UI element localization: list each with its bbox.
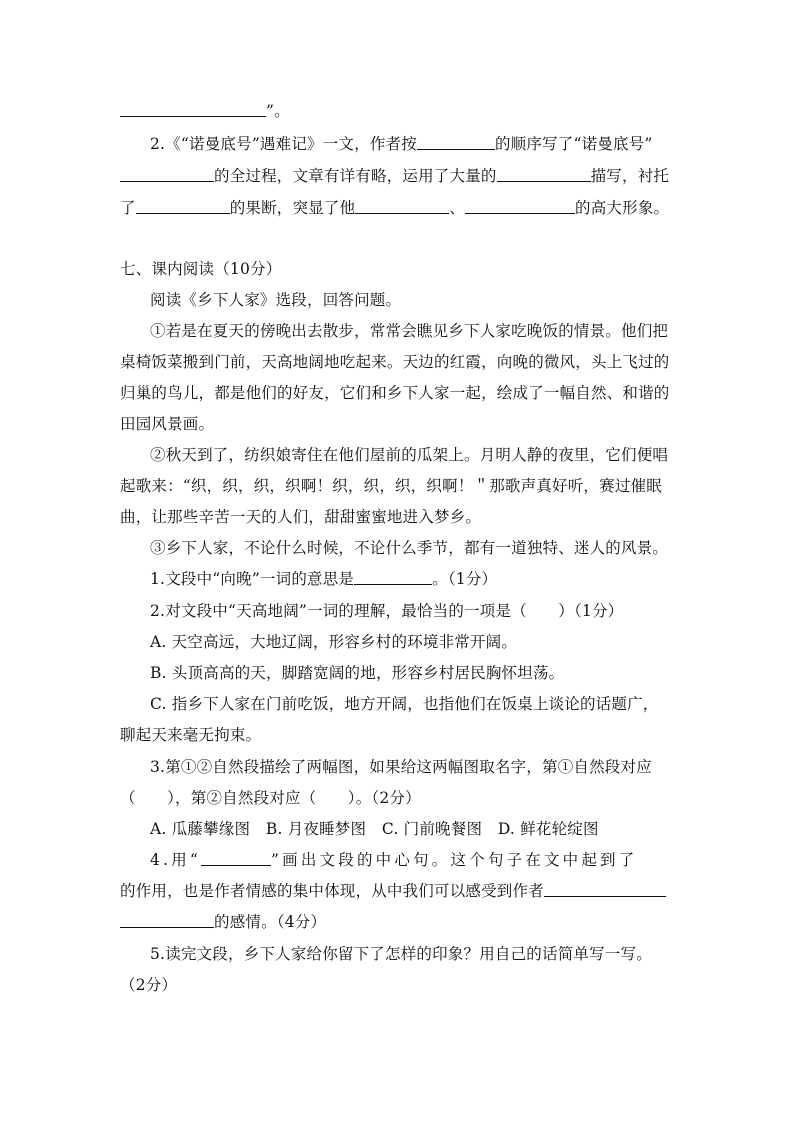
line-text: 的感情。（4分） <box>214 913 327 931</box>
question-3-options: A. 瓜藤攀缘图 B. 月夜睡梦图 C. 门前晚餐图 D. 鲜花轮绽图 <box>150 820 599 838</box>
option-c: C. 指乡下人家在门前吃饭，地方开阔，也指他们在饭桌上谈论的话题广， <box>150 695 659 713</box>
question-4-cont <box>120 880 666 902</box>
option-c-cont: 聊起天来毫无拘束。 <box>120 726 262 744</box>
passage-line: ③乡下人家，不论什么时候，不论什么季节，都有一道独特、迷人的风景。 <box>150 539 669 557</box>
question-2: 2.对文段中“天高地阔”一词的理解，最恰当的一项是（ ）（1分） <box>150 602 624 620</box>
line-text: ”。 <box>266 102 290 120</box>
passage-line: ②秋天到了，纺织娘寄住在他们屋前的瓜架上。月明人静的夜里，它们便唱 <box>150 446 669 464</box>
line-text: 的作用，也是作者情感的集中体现，从中我们可以感受到作者 <box>120 882 544 900</box>
question-2-prev-line-1 <box>150 133 653 155</box>
question-3-cont: （ ），第②自然段对应（ ）。（2分） <box>120 789 421 807</box>
line-text: 了 <box>120 199 136 217</box>
answer-blank[interactable] <box>465 198 575 214</box>
answer-blank[interactable] <box>136 198 230 214</box>
line-text: 4.用“ <box>150 851 202 869</box>
prev-answer-line <box>120 100 290 122</box>
question-5: 5.读完文段，乡下人家给你留下了怎样的印象？用自己的话简单写一写。 <box>150 945 652 963</box>
line-text: 1.文段中“向晚”一词的意思是 <box>150 570 355 588</box>
passage-line: 归巢的鸟儿，都是他们的好友，它们和乡下人家一起，绘成了一幅自然、和谐的 <box>120 384 670 402</box>
passage-line: 起歌来：“织，织，织，织啊！织，织，织，织啊！＂那歌声真好听，赛过催眠 <box>120 477 662 495</box>
answer-blank[interactable] <box>120 101 266 117</box>
option-a: A. 天空高远，大地辽阔，形容乡村的环境非常开阔。 <box>150 633 518 651</box>
question-2-prev-line-3 <box>120 197 669 219</box>
question-4 <box>150 849 637 871</box>
passage-line: 桌椅饭菜搬到门前，天高地阔地吃起来。天边的红霞，向晚的微风，头上飞过的 <box>120 353 670 371</box>
option-b: B. 头顶高高的天，脚踏宽阔的地，形容乡村居民胸怀坦荡。 <box>150 664 565 682</box>
line-text: 。（1分） <box>432 570 498 588</box>
answer-blank[interactable] <box>497 166 591 182</box>
line-text: 、 <box>449 199 466 217</box>
line-text: 的果断，突显了他 <box>229 199 356 217</box>
line-text: 的顺序写了“诺曼底号” <box>494 135 653 153</box>
answer-blank[interactable] <box>120 166 214 182</box>
passage-line: 田园风景画。 <box>120 415 215 433</box>
line-text: 描写，衬托 <box>590 167 670 185</box>
line-text: ”画出文段的中心句。这个句子在文中起到了 <box>271 851 638 869</box>
question-3: 3.第①②自然段描绘了两幅图，如果给这两幅图取名字，第①自然段对应 <box>150 758 652 776</box>
answer-blank[interactable] <box>201 850 271 866</box>
reading-intro: 阅读《乡下人家》选段，回答问题。 <box>150 291 402 309</box>
line-text: 的全过程，文章有详有略，运用了大量的 <box>214 167 497 185</box>
answer-blank[interactable] <box>120 912 214 928</box>
answer-blank[interactable] <box>354 569 432 585</box>
line-text: 2.《“诺曼底号”遇难记》一文，作者按 <box>150 135 417 153</box>
answer-blank[interactable] <box>417 134 495 150</box>
question-1 <box>150 568 497 590</box>
question-4-cont-2 <box>120 911 326 933</box>
answer-blank[interactable] <box>544 881 666 897</box>
question-5-cont: （2分） <box>120 976 178 994</box>
answer-blank[interactable] <box>355 198 449 214</box>
line-text: 的高大形象。 <box>575 199 670 217</box>
passage-line: ①若是在夏天的傍晚出去散步，常常会瞧见乡下人家吃晚饭的情景。他们把 <box>150 322 669 340</box>
question-2-prev-line-2 <box>120 165 669 187</box>
passage-line: 曲，让那些辛苦一天的人们，甜甜蜜蜜地进入梦乡。 <box>120 508 482 526</box>
section-7-heading: 七、课内阅读（10分） <box>120 260 282 278</box>
